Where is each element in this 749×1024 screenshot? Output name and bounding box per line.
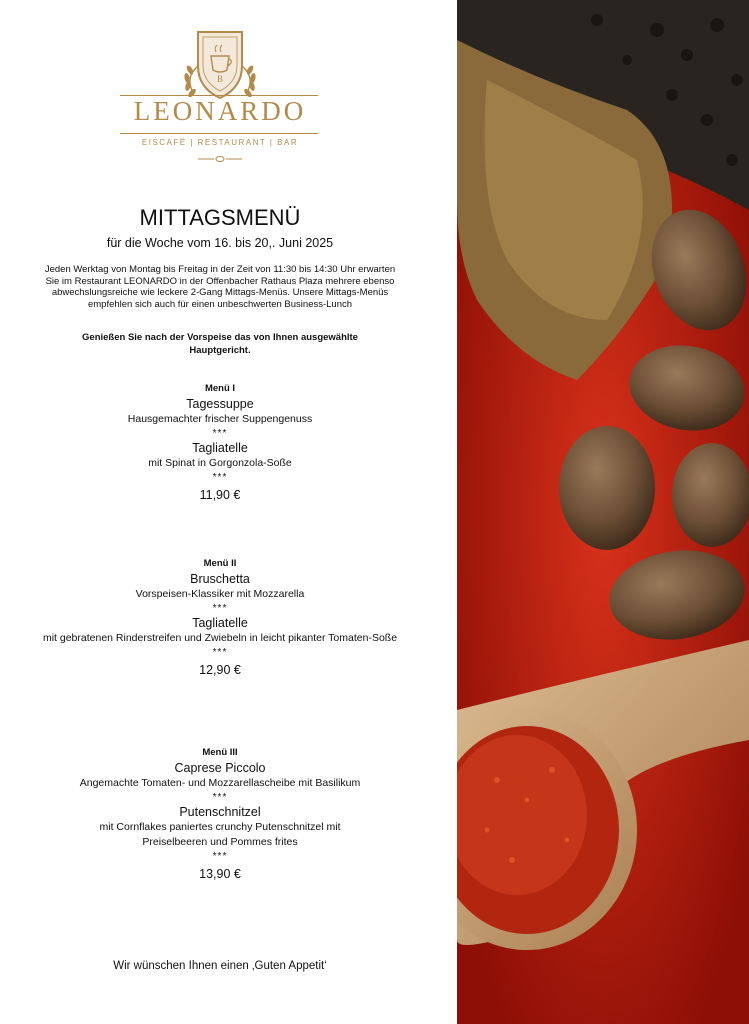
menu-2	[10, 557, 430, 679]
separator: ***	[212, 603, 228, 614]
brand-tagline: EISCAFÉ | RESTAURANT | BAR	[141, 138, 299, 147]
main-name: Putenschnitzel	[179, 805, 261, 819]
separator: ***	[212, 428, 228, 439]
menu-1	[10, 382, 430, 504]
menu-price: 13,90 €	[199, 867, 241, 881]
starter-description: Hausgemachter frischer Suppengenuss	[127, 413, 313, 425]
starter-name: Caprese Piccolo	[174, 761, 266, 775]
svg-text:B: B	[216, 74, 224, 84]
main-name: Tagliatelle	[192, 616, 248, 630]
menu-heading: Menü I	[204, 383, 236, 394]
brand-rule-bottom	[120, 133, 318, 134]
intro-paragraph: Jeden Werktag von Montag bis Freitag in der Zeit von 11:30 bis 14:30 Uhr erwarten Sie im Restaurant LEONARDO in der Offenbacher Rathaus Plaza mehrere ebenso abwechslungsreiche wie leckere 2-Gang Mittags-Menüs. Unsere Mittags-Menüs empfehlen sich auch für einen unbeschwerten Business-Lunch	[44, 264, 396, 310]
starter-description: Vorspeisen-Klassiker mit Mozzarella	[135, 588, 305, 600]
separator: ***	[212, 647, 228, 658]
intro-highlight: Genießen Sie nach der Vorspeise das von Ihnen ausgewählte Hauptgericht.	[82, 332, 358, 356]
starter-name: Tagessuppe	[186, 397, 254, 411]
main-name: Tagliatelle	[192, 441, 248, 455]
starter-description: Angemachte Tomaten- und Mozzarellascheibe mit Basilikum	[79, 777, 361, 789]
page-title: MITTAGSMENÜ	[139, 205, 301, 230]
starter-name: Bruschetta	[190, 572, 250, 586]
spice-photo	[457, 0, 749, 1024]
menu-3	[10, 746, 430, 883]
menu-heading: Menü III	[202, 747, 238, 758]
main-description: mit Cornflakes paniertes crunchy Putenschnitzel mit Preiselbeeren und Pommes frites	[99, 821, 341, 848]
week-subtitle: für die Woche vom 16. bis 20,. Juni 2025	[106, 236, 334, 250]
separator: ***	[212, 792, 228, 803]
main-description: mit gebratenen Rinderstreifen und Zwiebeln in leicht pikanter Tomaten-Soße	[42, 632, 398, 644]
main-description: mit Spinat in Gorgonzola-Soße	[148, 457, 292, 469]
spice-illustration	[457, 0, 749, 1024]
menu-heading: Menü II	[203, 558, 237, 569]
brand-name: LEONARDO	[133, 96, 307, 126]
closing-message: Wir wünschen Ihnen einen ‚Guten Appetit‘	[113, 960, 327, 972]
menu-price: 12,90 €	[199, 663, 241, 677]
separator: ***	[212, 851, 228, 862]
separator: ***	[212, 472, 228, 483]
menu-price: 11,90 €	[199, 488, 241, 502]
